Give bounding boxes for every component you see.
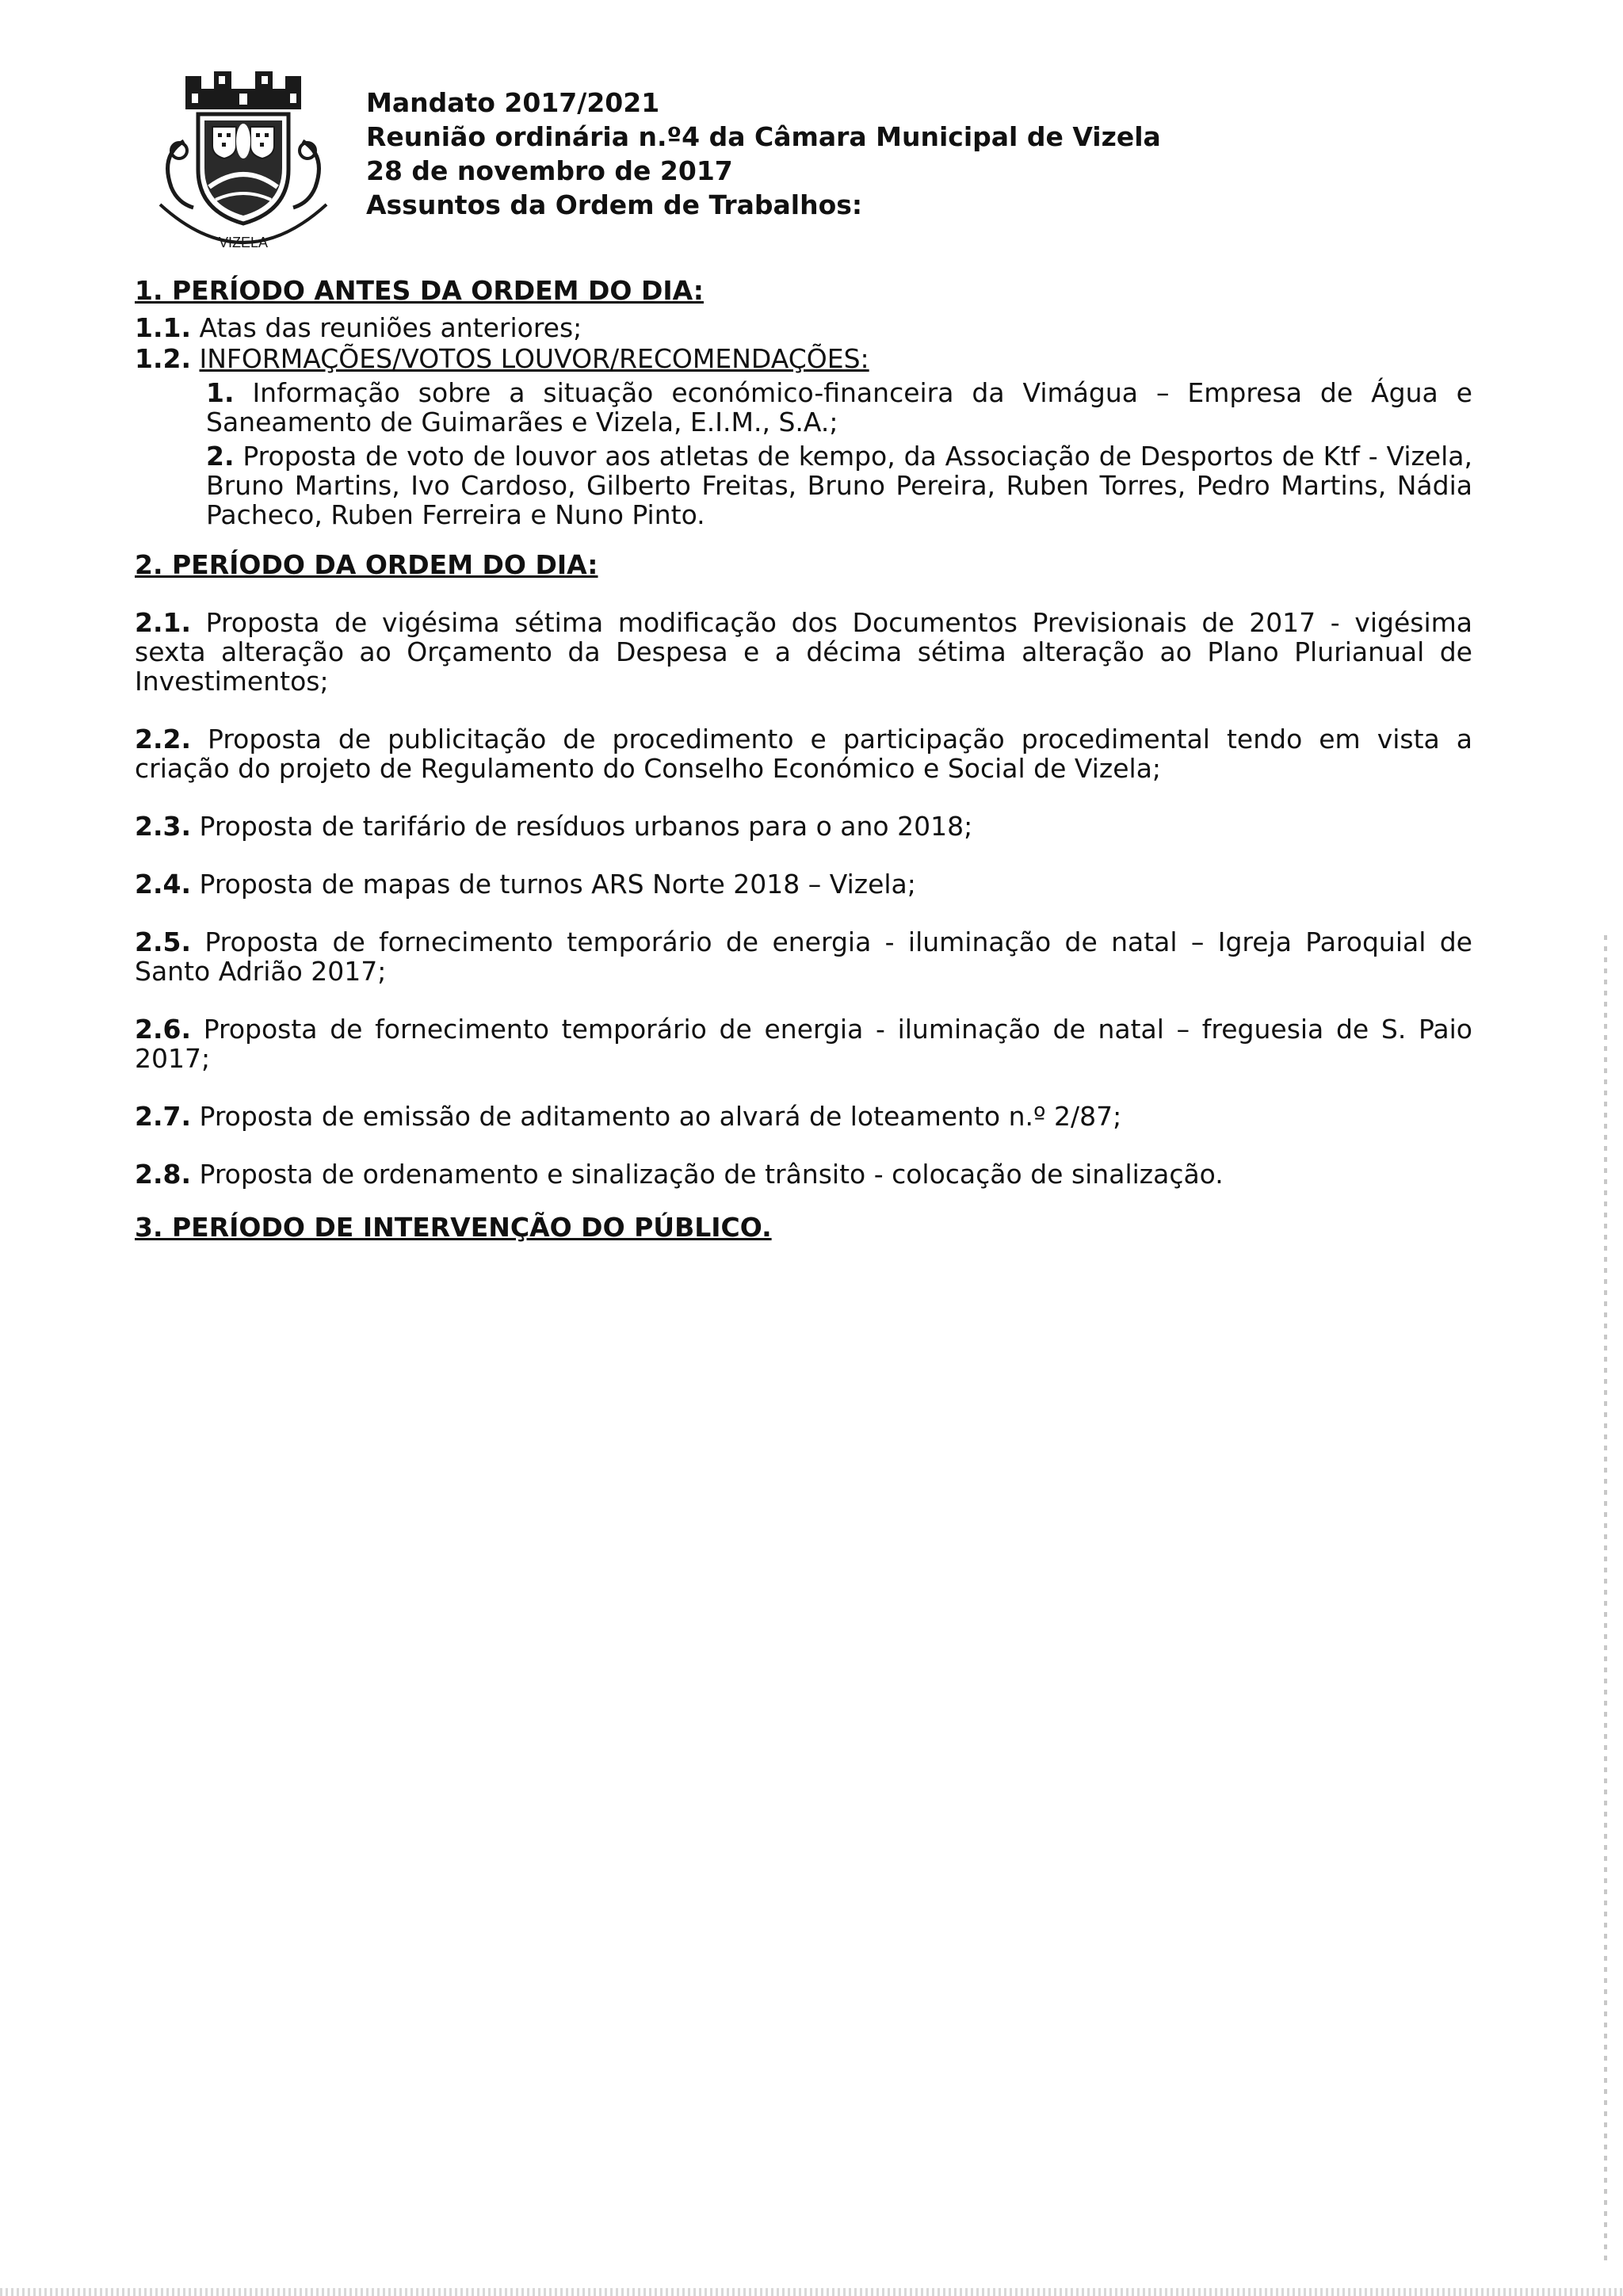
item-number: 2.4. [135, 869, 191, 900]
item-number: 2.5. [135, 926, 191, 957]
agenda-item-1-2 [135, 344, 1472, 373]
item-number: 2.3. [135, 811, 191, 842]
item-number: 1.2. [135, 343, 191, 374]
subitem-text: Proposta de voto de louvor aos atletas de kempo, da Associação de Desportos de Ktf - Vizela, Bruno Martins, Ivo Cardoso, Gilberto Freitas, Bruno Pereira, Ruben Torres, Pedro Martins, Nádia Pacheco, Ruben Ferreira e Nuno Pinto. [206, 441, 1472, 530]
meeting-line: Reunião ordinária n.º4 da Câmara Municipal de Vizela [366, 121, 1161, 152]
item-text: Proposta de mapas de turnos ARS Norte 2018 – Vizela; [199, 869, 916, 900]
agenda-item-2-4 [135, 869, 1472, 899]
item-number: 1.1. [135, 312, 191, 343]
item-number: 2.6. [135, 1014, 191, 1045]
agenda-item-2-6 [135, 1014, 1472, 1073]
agenda-item-2-3 [135, 812, 1472, 841]
agenda-heading: Assuntos da Ordem de Trabalhos: [366, 189, 863, 220]
agenda-subitem-1 [135, 378, 1472, 437]
item-number: 2.8. [135, 1159, 191, 1190]
scan-edge-artifact [1604, 935, 1607, 2267]
agenda-content [135, 262, 1472, 1242]
subitem-number: 2. [206, 441, 235, 472]
item-text: Proposta de tarifário de resíduos urbanos para o ano 2018; [199, 811, 973, 842]
agenda-item-2-1 [135, 608, 1472, 696]
item-text: Proposta de ordenamento e sinalização de trânsito - colocação de sinalização. [199, 1159, 1224, 1190]
item-text: Proposta de fornecimento temporário de energia - iluminação de natal – freguesia de S. Paio 2017; [135, 1014, 1472, 1074]
agenda-item-2-2 [135, 724, 1472, 783]
item-text: Proposta de publicitação de procedimento e participação procedimental tendo em vista a criação do projeto de Regulamento do Conselho Económico e Social de Vizela; [135, 724, 1472, 784]
date-line: 28 de novembro de 2017 [366, 155, 733, 186]
item-text: Proposta de fornecimento temporário de energia - iluminação de natal – Igreja Paroquial de Santo Adrião 2017; [135, 926, 1472, 987]
mandate-line: Mandato 2017/2021 [366, 87, 660, 118]
agenda-item-2-7 [135, 1102, 1472, 1131]
agenda-item-1-1 [135, 313, 1472, 342]
scan-bottom-artifact [0, 2288, 1623, 2296]
section-1-title: 1. PERÍODO ANTES DA ORDEM DO DIA: [135, 275, 704, 306]
item-number: 2.1. [135, 607, 191, 638]
subitem-number: 1. [206, 377, 235, 408]
section-3-title: 3. PERÍODO DE INTERVENÇÃO DO PÚBLICO. [135, 1212, 772, 1243]
vizela-coat-of-arms-logo [136, 68, 350, 260]
subitem-text: Informação sobre a situação económico-financeira da Vimágua – Empresa de Água e Saneamento de Guimarães e Vizela, E.I.M., S.A.; [206, 377, 1472, 437]
section-2-title: 2. PERÍODO DA ORDEM DO DIA: [135, 549, 598, 580]
item-text: Proposta de emissão de aditamento ao alvará de loteamento n.º 2/87; [199, 1101, 1122, 1132]
agenda-subitem-2 [135, 441, 1472, 529]
agenda-item-2-8 [135, 1159, 1472, 1189]
item-number: 2.7. [135, 1101, 191, 1132]
item-text: Atas das reuniões anteriores; [199, 312, 582, 343]
item-text: Proposta de vigésima sétima modificação dos Documentos Previsionais de 2017 - vigésima sexta alteração ao Orçamento da Despesa e a décima sétima alteração ao Plano Plurianual de Investimentos; [135, 607, 1472, 697]
agenda-item-2-5 [135, 927, 1472, 986]
document-header [366, 86, 1476, 222]
item-number: 2.2. [135, 724, 191, 755]
item-text: INFORMAÇÕES/VOTOS LOUVOR/RECOMENDAÇÕES: [199, 343, 869, 374]
crest-label: VIZELA [218, 235, 269, 250]
